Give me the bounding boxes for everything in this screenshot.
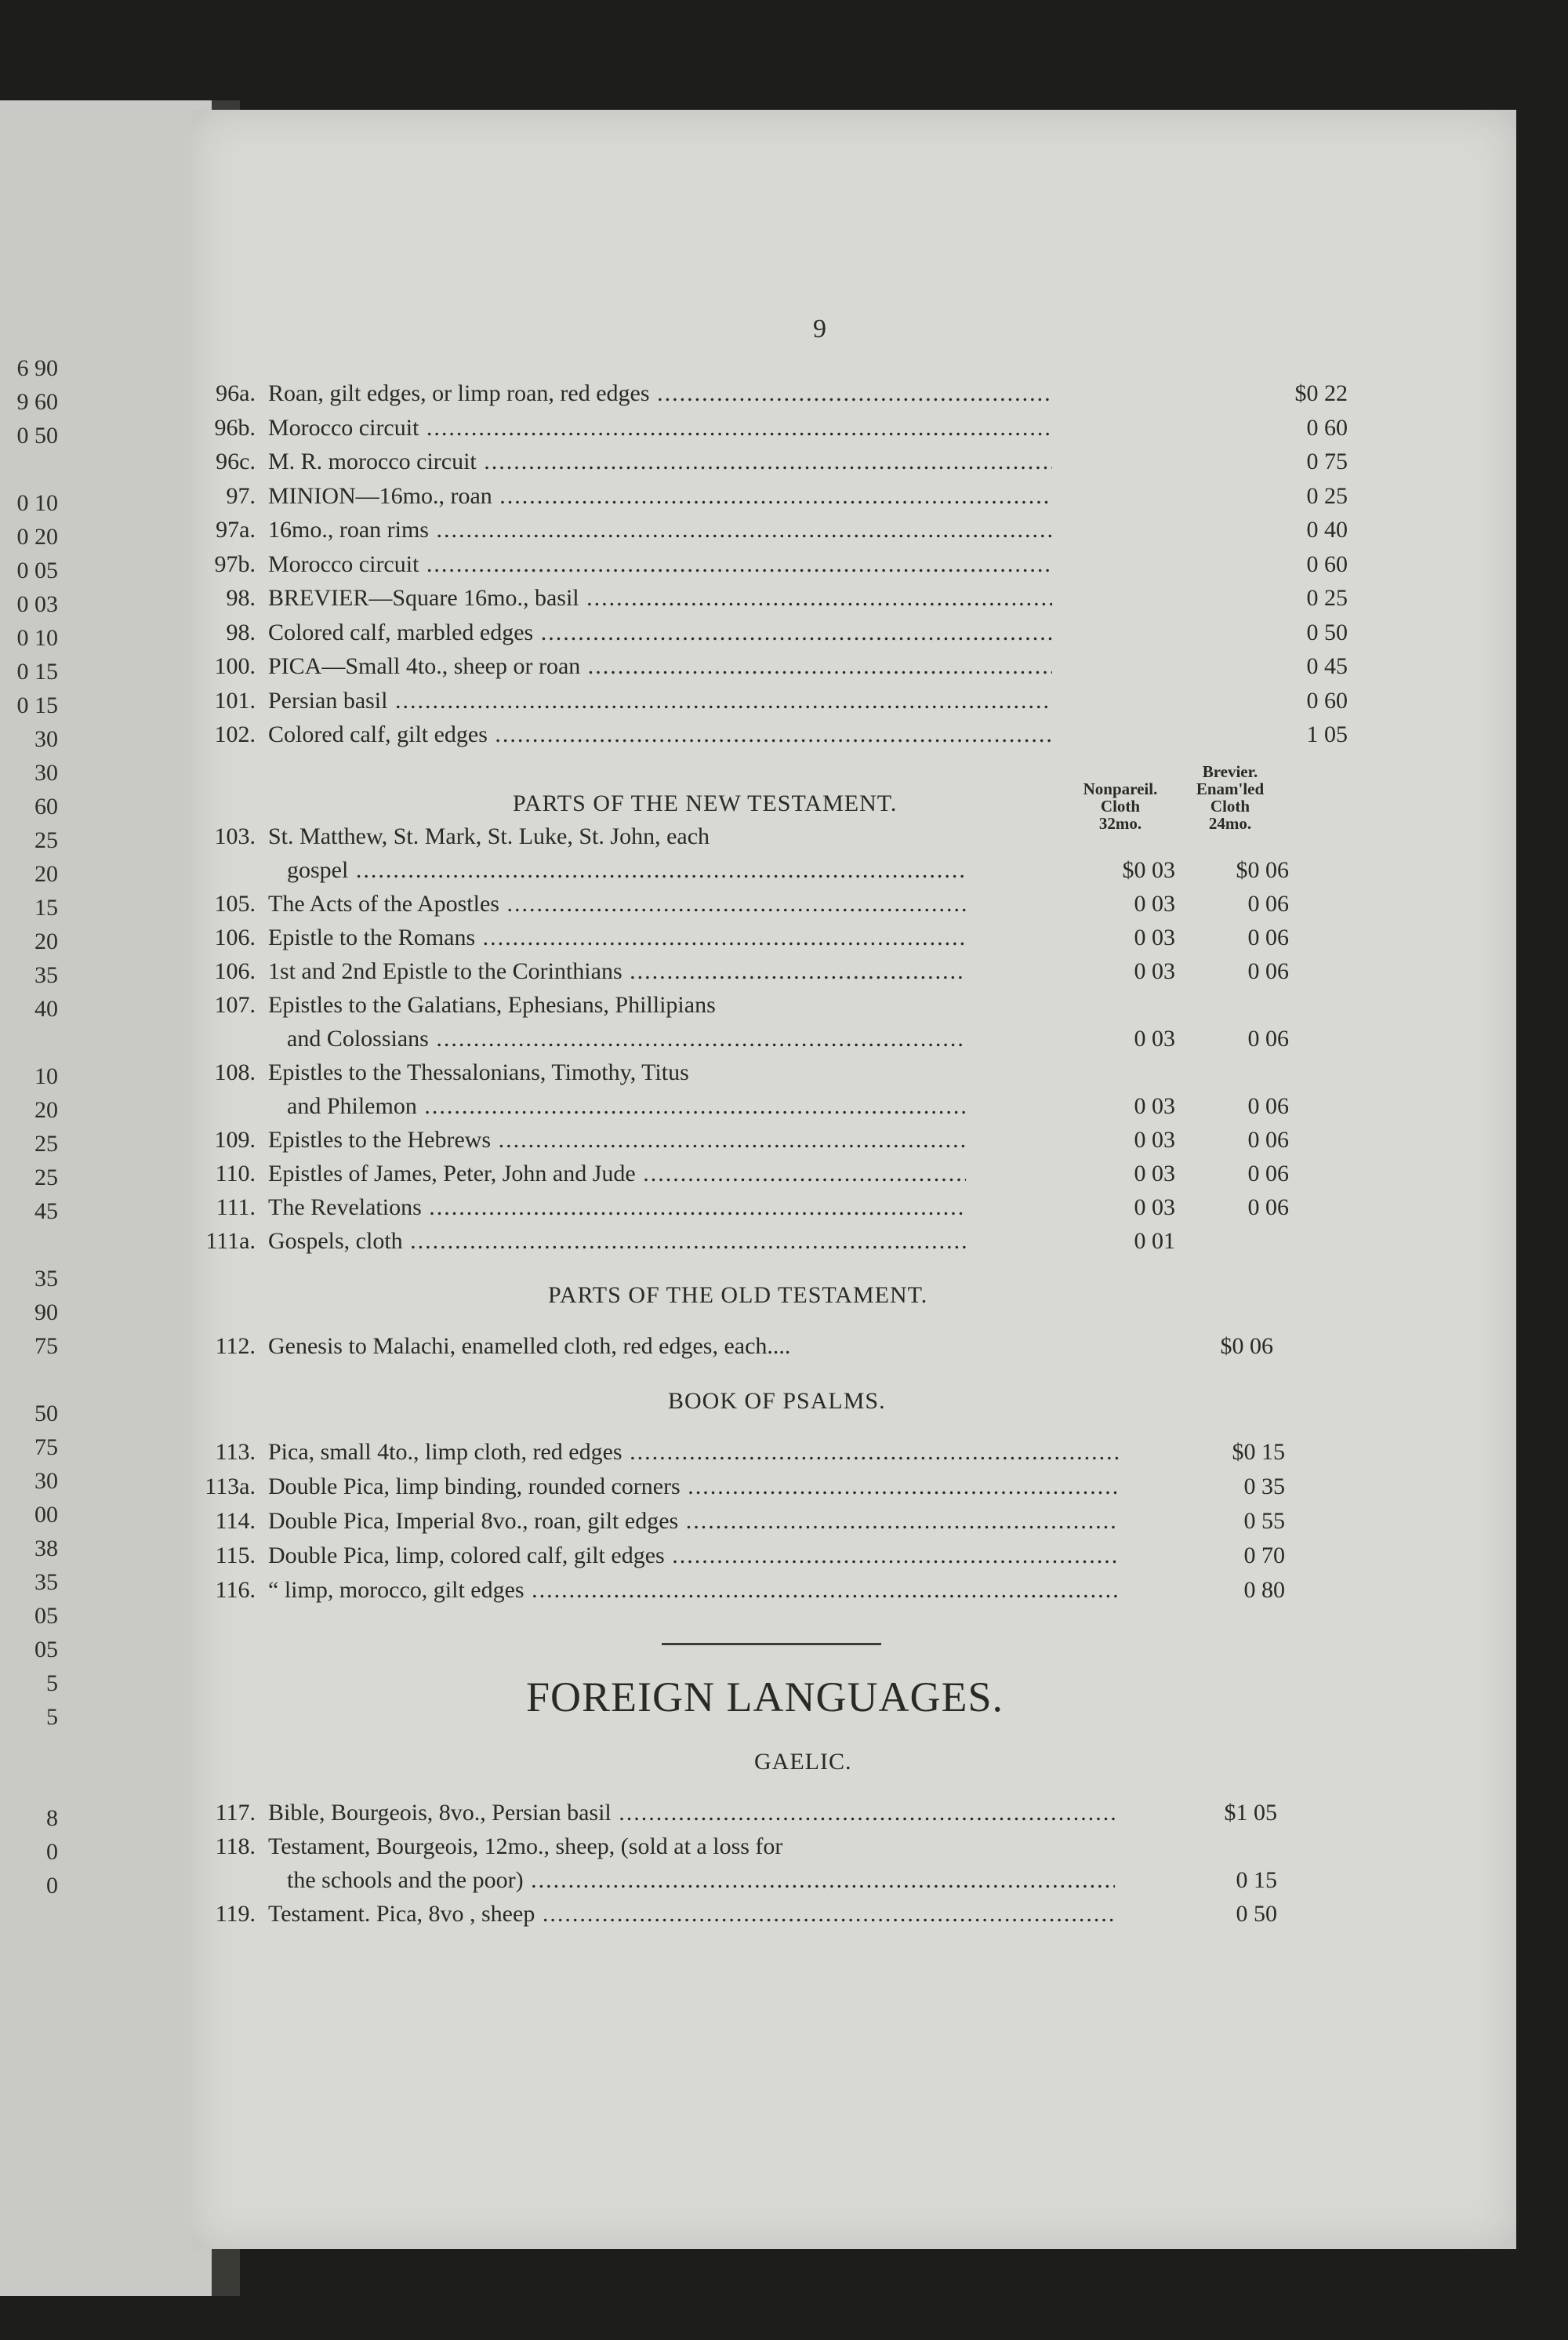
entry-description: Genesis to Malachi, enamelled cloth, red edges, each.... <box>268 1333 791 1359</box>
entry-number: 96b. <box>214 414 256 441</box>
entry-description: Epistles to the Thessalonians, Timothy, Titus <box>268 1059 689 1085</box>
nt-section-title: PARTS OF THE NEW TESTAMENT. <box>513 790 898 816</box>
entry-description: 16mo., roan rims ..... <box>268 517 1052 543</box>
entry-description: BREVIER—Square 16mo., basil ..... <box>268 585 1052 612</box>
col-header-line: Enam'led <box>1196 779 1265 798</box>
gaelic-entry-line <box>191 1833 1367 1867</box>
entry-description: Double Pica, Imperial 8vo., roan, gilt edges ..... <box>268 1508 1119 1535</box>
entry-price: 0 60 <box>1306 550 1348 577</box>
psalm-entry-row <box>191 1508 1367 1542</box>
entry-description: The Acts of the Apostles ..... <box>268 891 966 917</box>
entry-description: gospel ..... <box>287 857 966 884</box>
entry-price-brevier: $0 06 <box>1236 857 1289 883</box>
left-page-price <box>0 1026 58 1059</box>
entry-price: 0 60 <box>1306 687 1348 714</box>
entry-description: MINION—16mo., roan ..... <box>268 483 1052 510</box>
entry-description: Double Pica, limp, colored calf, gilt edges ..... <box>268 1542 1119 1569</box>
left-page-price: 10 <box>34 1063 58 1089</box>
entry-description: Morocco circuit ..... <box>268 551 1052 578</box>
top-entry-row <box>191 585 1367 619</box>
left-page-price: 75 <box>34 1434 58 1460</box>
entry-description: Pica, small 4to., limp cloth, red edges ..... <box>268 1439 1119 1466</box>
left-page-price: 0 15 <box>16 659 58 685</box>
entry-number: 101. <box>214 687 256 714</box>
entry-description: Gospels, cloth ..... <box>268 1228 966 1255</box>
left-page-price: 0 10 <box>16 625 58 651</box>
nt-entry-line <box>191 925 1367 958</box>
entry-price-nonpareil: 0 01 <box>1134 1228 1175 1254</box>
entry-price-nonpareil: 0 03 <box>1134 1127 1175 1153</box>
nt-entry-line <box>191 1228 1367 1262</box>
left-page-price: 0 03 <box>16 591 58 617</box>
entry-price: 0 75 <box>1306 449 1348 474</box>
entry-price: 0 25 <box>1306 585 1348 611</box>
entry-number: 102. <box>214 721 256 747</box>
entry-number: 100. <box>214 653 256 679</box>
entry-price-nonpareil: 0 03 <box>1134 891 1175 917</box>
left-page-price: 35 <box>34 1569 58 1595</box>
col-header-line: Cloth <box>1210 797 1250 816</box>
left-page-price <box>0 1768 58 1801</box>
top-entry-row <box>191 653 1367 687</box>
col-header-line: Nonpareil. <box>1083 779 1158 798</box>
entry-price: 0 70 <box>1243 1542 1285 1568</box>
left-page-price: 0 <box>46 1839 58 1865</box>
left-page-price: 40 <box>34 996 58 1022</box>
entry-description: Epistles to the Hebrews ..... <box>268 1127 966 1154</box>
foreign-languages-title: FOREIGN LANGUAGES. <box>526 1673 1004 1720</box>
entry-number: 119. <box>215 1901 256 1927</box>
col-header-line: 32mo. <box>1098 814 1142 833</box>
entry-number: 106. <box>214 925 256 950</box>
entry-description: the schools and the poor) ..... <box>287 1867 1115 1894</box>
nt-entry-line <box>191 1026 1367 1059</box>
gaelic-subtitle: GAELIC. <box>754 1749 852 1775</box>
entry-number: 97a. <box>216 517 256 543</box>
left-page-price: 8 <box>46 1805 58 1831</box>
entry-description: and Colossians ..... <box>287 1026 966 1052</box>
entry-number: 96a. <box>216 380 256 406</box>
entry-price: 0 15 <box>1236 1867 1277 1893</box>
top-entry-row <box>191 721 1367 755</box>
entry-price: $0 15 <box>1232 1439 1285 1465</box>
entry-price: 0 45 <box>1306 653 1348 679</box>
page-number: 9 <box>813 314 826 343</box>
psalm-entry-row <box>191 1542 1367 1576</box>
left-page-price: 60 <box>34 794 58 819</box>
entry-description: Testament, Bourgeois, 12mo., sheep, (sold at a loss for <box>268 1833 783 1859</box>
entry-description: Testament. Pica, 8vo , sheep ..... <box>268 1901 1115 1928</box>
left-page-price: 75 <box>34 1333 58 1359</box>
left-page-price: 0 20 <box>16 524 58 550</box>
entry-price-nonpareil: 0 03 <box>1134 1161 1175 1186</box>
left-page-price: 0 15 <box>16 692 58 718</box>
col-header-line: Brevier. <box>1202 762 1258 781</box>
left-page-price: 38 <box>34 1535 58 1561</box>
entry-price: $0 22 <box>1294 380 1348 406</box>
top-entry-row <box>191 449 1367 482</box>
ot-section-title: PARTS OF THE OLD TESTAMENT. <box>548 1282 928 1308</box>
psalm-entry-row <box>191 1473 1367 1507</box>
nt-entry-line <box>191 1194 1367 1228</box>
entry-number: 112. <box>215 1333 256 1359</box>
entry-description: 1st and 2nd Epistle to the Corinthians ..... <box>268 958 966 985</box>
entry-price: 0 60 <box>1306 414 1348 441</box>
entry-price-nonpareil: 0 03 <box>1134 958 1175 984</box>
entry-description: Bible, Bourgeois, 8vo., Persian basil ..... <box>268 1800 1115 1826</box>
entry-description: Epistles to the Galatians, Ephesians, Phillipians <box>268 992 716 1018</box>
entry-number: 108. <box>214 1059 256 1085</box>
left-page-price: 6 90 <box>16 355 58 381</box>
entry-price-brevier: 0 06 <box>1247 958 1289 984</box>
section-divider <box>662 1643 881 1645</box>
entry-number: 105. <box>214 891 256 917</box>
entry-number: 106. <box>214 958 256 984</box>
entry-description: Morocco circuit ..... <box>268 415 1052 441</box>
entry-price-brevier: 0 06 <box>1247 1093 1289 1119</box>
top-entry-row <box>191 551 1367 585</box>
left-page-price: 20 <box>34 861 58 887</box>
left-page-price: 5 <box>46 1704 58 1730</box>
entry-number: 113. <box>215 1439 256 1465</box>
gaelic-entry-line <box>191 1901 1367 1935</box>
gaelic-entry-line <box>191 1800 1367 1833</box>
entry-description: St. Matthew, St. Mark, St. Luke, St. John, each <box>268 823 710 849</box>
left-page-price <box>0 1734 58 1768</box>
top-entry-row <box>191 517 1367 550</box>
entry-description: The Revelations ..... <box>268 1194 966 1221</box>
left-page-price: 45 <box>34 1198 58 1224</box>
entry-price: 0 55 <box>1243 1508 1285 1534</box>
col-header-line: 24mo. <box>1208 814 1252 833</box>
entry-number: 98. <box>226 619 256 645</box>
left-page-price: 25 <box>34 1165 58 1190</box>
left-page-price: 0 50 <box>16 423 58 449</box>
entry-price-brevier: 0 06 <box>1247 1161 1289 1186</box>
right-page <box>191 110 1516 2249</box>
left-page-price: 15 <box>34 895 58 921</box>
entry-price: 0 50 <box>1306 619 1348 645</box>
entry-price-nonpareil: 0 03 <box>1134 925 1175 950</box>
entry-price: 0 25 <box>1306 482 1348 509</box>
left-page-price: 0 05 <box>16 558 58 583</box>
nt-entry-line <box>191 1059 1367 1093</box>
entry-description: Roan, gilt edges, or limp roan, red edges ..... <box>268 380 1052 407</box>
left-page-price: 0 10 <box>16 490 58 516</box>
entry-price-brevier: 0 06 <box>1247 925 1289 950</box>
left-page-price: 30 <box>34 1468 58 1494</box>
nt-entry-line <box>191 1093 1367 1127</box>
entry-price: 0 50 <box>1236 1901 1277 1927</box>
top-entry-row <box>191 688 1367 721</box>
entry-price: $0 06 <box>1220 1333 1273 1359</box>
left-page-price <box>0 1228 58 1262</box>
entry-price-brevier: 0 06 <box>1247 1194 1289 1220</box>
entry-number: 117. <box>215 1800 256 1826</box>
entry-description: Colored calf, marbled edges ..... <box>268 620 1052 646</box>
psalms-section-title: BOOK OF PSALMS. <box>668 1388 886 1414</box>
entry-description: Persian basil ..... <box>268 688 1052 714</box>
left-page-price: 05 <box>34 1603 58 1629</box>
entry-price-nonpareil: 0 03 <box>1134 1093 1175 1119</box>
entry-price-brevier: 0 06 <box>1247 891 1289 917</box>
entry-price-brevier: 0 06 <box>1247 1026 1289 1052</box>
left-page-price: 20 <box>34 1097 58 1123</box>
left-page-price: 0 <box>46 1873 58 1899</box>
top-entry-row <box>191 483 1367 517</box>
entry-price: 0 35 <box>1243 1473 1285 1499</box>
left-page-price: 30 <box>34 726 58 752</box>
left-page <box>0 100 212 2296</box>
entry-number: 103. <box>214 823 256 849</box>
left-page-price <box>0 1363 58 1397</box>
left-page-price: 25 <box>34 827 58 853</box>
left-page-price: 00 <box>34 1502 58 1528</box>
nt-entry-line <box>191 958 1367 992</box>
entry-description: and Philemon ..... <box>287 1093 966 1120</box>
left-page-price <box>0 452 58 486</box>
entry-price: $1 05 <box>1224 1800 1277 1826</box>
entry-description: PICA—Small 4to., sheep or roan ..... <box>268 653 1052 680</box>
entry-price-brevier: 0 06 <box>1247 1127 1289 1153</box>
psalm-entry-row <box>191 1439 1367 1473</box>
entry-price-nonpareil: 0 03 <box>1134 1026 1175 1052</box>
col-header-brevier <box>1171 763 1289 832</box>
entry-number: 111a. <box>205 1228 256 1254</box>
nt-entry-line <box>191 1127 1367 1161</box>
top-entry-row <box>191 620 1367 653</box>
entry-number: 113a. <box>205 1473 256 1499</box>
psalm-entry-row <box>191 1577 1367 1611</box>
nt-entry-line <box>191 1161 1367 1194</box>
entry-price: 0 80 <box>1243 1577 1285 1603</box>
nt-entry-line <box>191 823 1367 857</box>
entry-number: 114. <box>215 1508 256 1534</box>
left-page-price: 50 <box>34 1401 58 1426</box>
left-page-price: 25 <box>34 1131 58 1157</box>
entry-price-nonpareil: $0 03 <box>1122 857 1175 883</box>
entry-number: 118. <box>215 1833 256 1859</box>
nt-entry-line <box>191 891 1367 925</box>
col-header-line: Cloth <box>1100 797 1141 816</box>
left-page-price: 35 <box>34 962 58 988</box>
entry-number: 97. <box>226 482 256 509</box>
entry-number: 110. <box>215 1161 256 1186</box>
entry-price: 0 40 <box>1306 517 1348 543</box>
left-page-price: 20 <box>34 928 58 954</box>
entry-number: 98. <box>226 585 256 611</box>
gaelic-entry-line <box>191 1867 1367 1901</box>
entry-description: Epistle to the Romans ..... <box>268 925 966 951</box>
nt-entry-line <box>191 857 1367 891</box>
left-page-price: 90 <box>34 1299 58 1325</box>
entry-description: “ limp, morocco, gilt edges ..... <box>268 1577 1119 1604</box>
ot-entry-row <box>191 1333 1367 1367</box>
entry-number: 115. <box>215 1542 256 1568</box>
entry-number: 109. <box>214 1127 256 1153</box>
nt-entry-line <box>191 992 1367 1026</box>
entry-description: M. R. morocco circuit ..... <box>268 449 1052 475</box>
top-entry-row <box>191 415 1367 449</box>
entry-number: 107. <box>214 992 256 1018</box>
entry-number: 116. <box>215 1577 256 1603</box>
entry-price-nonpareil: 0 03 <box>1134 1194 1175 1220</box>
top-entry-row <box>191 380 1367 414</box>
entry-description: Epistles of James, Peter, John and Jude ..... <box>268 1161 966 1187</box>
left-page-price: 5 <box>46 1670 58 1696</box>
left-page-price-column <box>0 351 58 1902</box>
entry-description: Double Pica, limp binding, rounded corners ..... <box>268 1473 1119 1500</box>
entry-number: 97b. <box>214 550 256 577</box>
entry-number: 111. <box>216 1194 256 1220</box>
entry-price: 1 05 <box>1306 721 1348 747</box>
left-page-price: 9 60 <box>16 389 58 415</box>
entry-number: 96c. <box>216 449 256 474</box>
left-page-price: 35 <box>34 1266 58 1292</box>
left-page-price: 05 <box>34 1637 58 1662</box>
left-page-price: 30 <box>34 760 58 786</box>
entry-description: Colored calf, gilt edges ..... <box>268 721 1052 748</box>
